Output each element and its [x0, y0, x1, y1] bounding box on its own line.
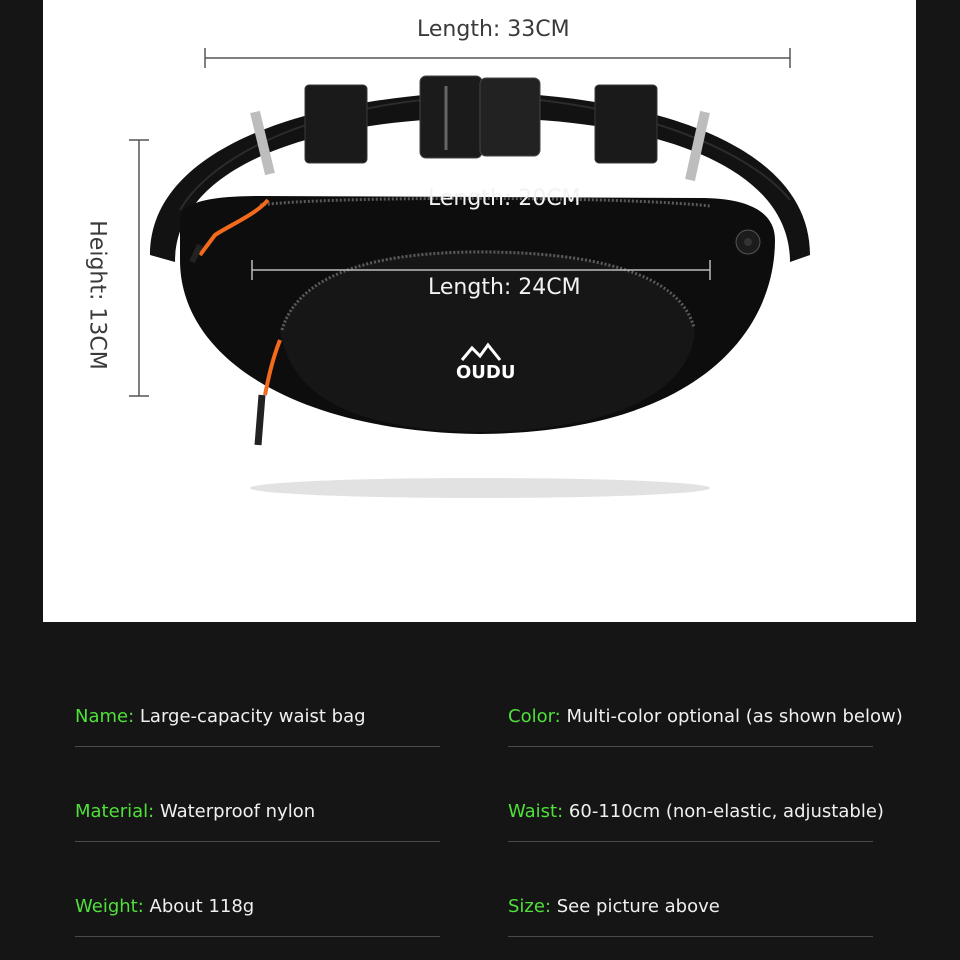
- spec-value: See picture above: [556, 896, 720, 917]
- spec-color: [508, 706, 903, 747]
- height-label: Height: 13CM: [84, 220, 110, 370]
- spec-value: Multi-color optional (as shown below): [566, 706, 903, 727]
- strap-length-label: Length: 33CM: [417, 17, 570, 42]
- brand-logo: OUDU: [456, 362, 516, 383]
- spec-value: 60-110cm (non-elastic, adjustable): [568, 801, 884, 822]
- spec-value: About 118g: [149, 896, 255, 917]
- zipper-length-label: Length: 20CM: [428, 186, 581, 211]
- spec-list: [0, 622, 960, 960]
- spec-name: [75, 706, 440, 747]
- spec-waist: [508, 801, 884, 842]
- spec-material: [75, 801, 440, 842]
- spec-key: Name:: [75, 706, 135, 727]
- spec-key: Material:: [75, 801, 155, 822]
- spec-value: Waterproof nylon: [159, 801, 316, 822]
- spec-key: Color:: [508, 706, 561, 727]
- spec-size: [508, 896, 873, 937]
- spec-value: Large-capacity waist bag: [139, 706, 366, 727]
- spec-weight: [75, 896, 440, 937]
- pocket-length-label: Length: 24CM: [428, 275, 581, 300]
- spec-key: Weight:: [75, 896, 144, 917]
- spec-key: Size:: [508, 896, 552, 917]
- spec-key: Waist:: [508, 801, 564, 822]
